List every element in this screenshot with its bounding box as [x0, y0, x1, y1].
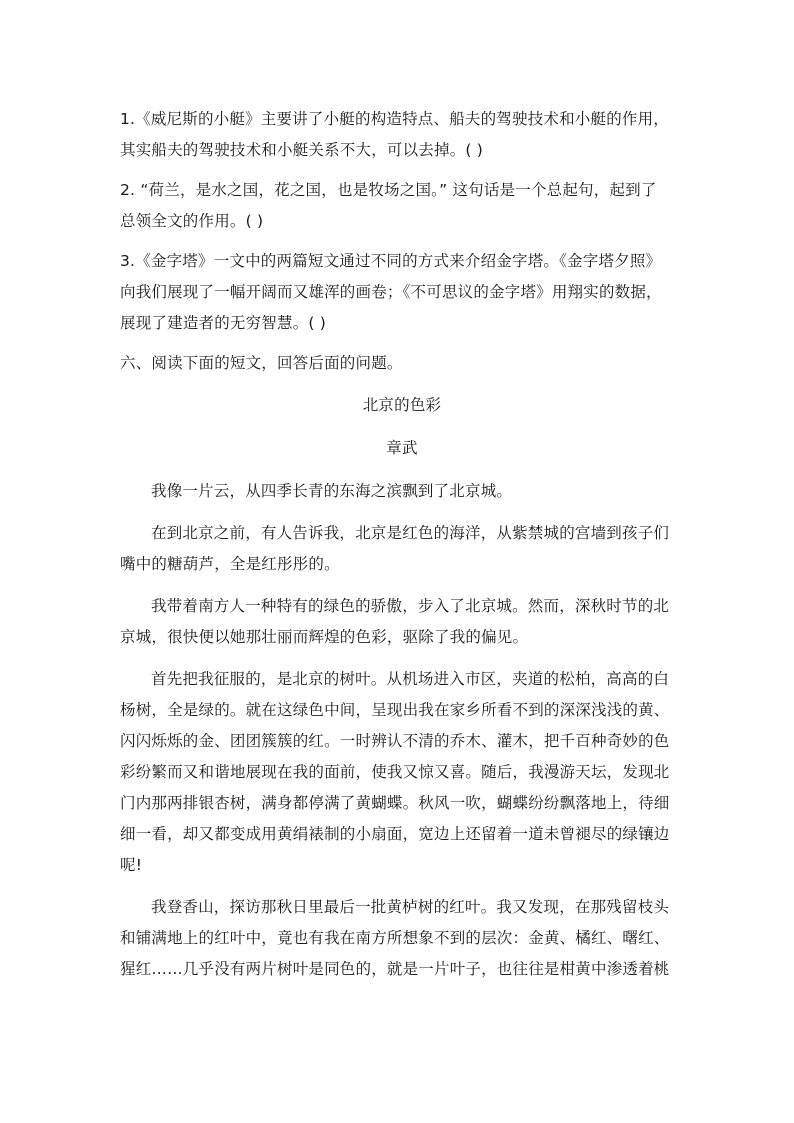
question-2: [120, 175, 684, 237]
article-title: 北京的色彩: [362, 396, 442, 414]
question-3-line-2: 向我们展现了一幅开阔而又雄浑的画卷；《不可思议的金字塔》用翔实的数据，: [120, 283, 662, 301]
article-author: 章武: [386, 439, 418, 457]
paragraph-3: [120, 591, 684, 653]
paragraph-4-line-3: 闪闪烁烁的金、团团簇簇的红。一时辨认不清的乔木、灌木，把千百种奇妙的色: [120, 732, 670, 750]
paragraph-5-line-2: 和铺满地上的红叶中，竟也有我在南方所想象不到的层次：金黄、橘红、曙红、: [120, 929, 670, 947]
paragraph-4-line-2: 杨树，全是绿的。就在这绿色中间，呈现出我在家乡所看不到的深深浅浅的黄、: [120, 701, 670, 719]
paragraph-2: [120, 518, 684, 580]
paragraph-4-line-6: 细一看，却又都变成用黄绢裱制的小扇面，宽边上还留着一道未曾褪尽的绿镶边: [120, 825, 670, 843]
paragraph-1: [120, 476, 684, 507]
question-1-line-1: 1.《威尼斯的小艇》主要讲了小艇的构造特点、船夫的驾驶技术和小艇的作用，: [120, 110, 669, 128]
paragraph-3-line-2: 京城，很快便以她那壮丽而辉煌的色彩，驱除了我的偏见。: [120, 628, 529, 646]
paragraph-4-line-1: 首先把我征服的，是北京的树叶。从机场进入市区，夹道的松柏，高高的白: [151, 670, 670, 688]
question-2-line-1: 2. “荷兰，是水之国，花之国，也是牧场之国。” 这句话是一个总起句，起到了: [120, 181, 657, 199]
question-1: [120, 104, 684, 166]
paragraph-5: [120, 892, 684, 985]
paragraph-3-line-1: 我带着南方人一种特有的绿色的骄傲，步入了北京城。然而，深秋时节的北: [151, 597, 670, 615]
paragraph-4-line-7: 呢!: [120, 856, 143, 874]
question-3-line-3: 展现了建造者的无穷智慧。( ): [120, 314, 327, 332]
question-2-line-2: 总领全文的作用。( ): [120, 212, 264, 230]
paragraph-2-line-1: 在到北京之前，有人告诉我，北京是红色的海洋，从紫禁城的宫墙到孩子们: [151, 524, 670, 542]
paragraph-5-line-3: 猩红……几乎没有两片树叶是同色的，就是一片叶子，也往往是柑黄中渗透着桃: [120, 960, 670, 978]
paragraph-4-line-5: 门内那两排银杏树，满身都停满了黄蝴蝶。秋风一吹，蝴蝶纷纷飘落地上，待细: [120, 794, 670, 812]
paragraph-5-line-1: 我登香山，探访那秋日里最后一批黄栌树的红叶。我又发现，在那残留枝头: [151, 898, 670, 916]
paragraph-2-line-2: 嘴中的糖葫芦，全是红彤彤的。: [120, 555, 340, 573]
question-3: [120, 246, 684, 339]
question-3-line-1: 3.《金字塔》一文中的两篇短文通过不同的方式来介绍金字塔。《金字塔夕照》: [120, 252, 662, 270]
paragraph-4: [120, 664, 684, 881]
question-1-line-2: 其实船夫的驾驶技术和小艇关系不大，可以去掉。( ): [120, 141, 484, 159]
paragraph-4-line-4: 彩纷繁而又和谐地展现在我的面前，使我又惊又喜。随后，我漫游天坛，发现北: [120, 763, 670, 781]
paragraph-1-line-1: 我像一片云，从四季长青的东海之滨飘到了北京城。: [151, 482, 513, 500]
section-heading: 六、阅读下面的短文，回答后面的问题。: [120, 354, 403, 372]
